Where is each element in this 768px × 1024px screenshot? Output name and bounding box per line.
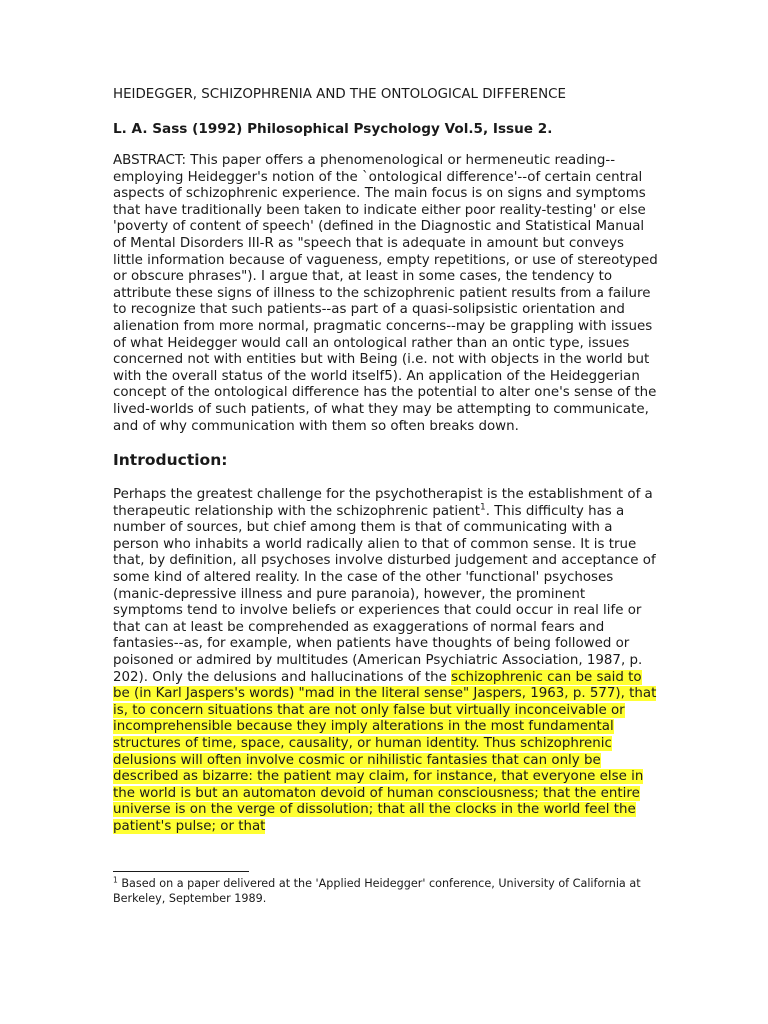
footnote (113, 877, 658, 907)
footnote-text: Based on a paper delivered at the 'Applied Heidegger' conference, University of California at Berkeley, September 1989. (113, 877, 641, 905)
footnote-marker: 1 (113, 875, 118, 885)
abstract-paragraph: ABSTRACT: This paper offers a phenomenological or hermeneutic reading--employing Heidegger's notion of the `ontological difference'--of certain central aspects of schizophrenic experience. The main focus is on signs and symptoms that have traditionally been taken to indicate either poor reality-testing' or else 'poverty of content of speech' (defined in the Diagnostic and Statistical Manual of Mental Disorders III-R as "speech that is adequate in amount but conveys little information because of vagueness, empty repetitions, or use of stereotyped or obscure phrases"). I argue that, at least in some cases, the tendency to attribute these signs of illness to the schizophrenic patient results from a failure to recognize that such patients--as part of a quasi-solipsistic orientation and alienation from more normal, pragmatic concerns--may be grappling with issues of what Heidegger would call an ontological rather than an ontic type, issues concerned not with entities but with Being (i.e. not with objects in the world but with the overall status of the world itself5). An application of the Heideggerian concept of the ontological difference has the potential to alter one's sense of the lived-worlds of such patients, of what they may be attempting to communicate, and of why communication with them so often breaks down. (113, 153, 658, 434)
citation-line: L. A. Sass (1992) Philosophical Psychology Vol.5, Issue 2. (113, 121, 553, 137)
introduction-paragraph (113, 487, 658, 835)
footnote-reference[interactable]: 1 (480, 502, 486, 513)
section-heading-introduction: Introduction: (113, 451, 228, 470)
document-page (113, 86, 658, 836)
intro-text-part1: Perhaps the greatest challenge for the psychotherapist is the establishment of a therapeutic relationship with the schizophrenic patient (113, 487, 653, 519)
document-title: HEIDEGGER, SCHIZOPHRENIA AND THE ONTOLOGICAL DIFFERENCE (113, 87, 566, 102)
intro-text-part2: . This difficulty has a number of sources, but chief among them is that of communicating with a person who inhabits a world radically alien to that of common sense. It is true that, by definition, all psychoses involve disturbed judgement and acceptance of some kind of altered reality. In the case of the other 'functional' psychoses (manic-depressive illness and pure paranoia), however, the prominent symptoms tend to involve beliefs or experiences that could occur in real life or that can at least be comprehended as exaggerations of normal fears and fantasies--as, for example, when patients have thoughts of being followed or poisoned or admired by multitudes (American Psychiatric Association, 1987, p. 202). Only the delusions and hallucinations of the (113, 503, 656, 685)
highlighted-passage: schizophrenic can be said to be (in Karl Jaspers's words) "mad in the literal sense" Jaspers, 1963, p. 577), that is, to concern situations that are not only false but virtually inconceivable or incomprehensible because they imply alterations in the most fundamental structures of time, space, causality, or human identity. Thus schizophrenic delusions will often involve cosmic or nihilistic fantasies that can only be described as bizarre: the patient may claim, for instance, that everyone else in the world is but an automaton devoid of human consciousness; that the entire universe is on the verge of dissolution; that all the clocks in the world feel the patient's pulse; or that (113, 669, 657, 834)
footnote-separator (113, 871, 249, 872)
